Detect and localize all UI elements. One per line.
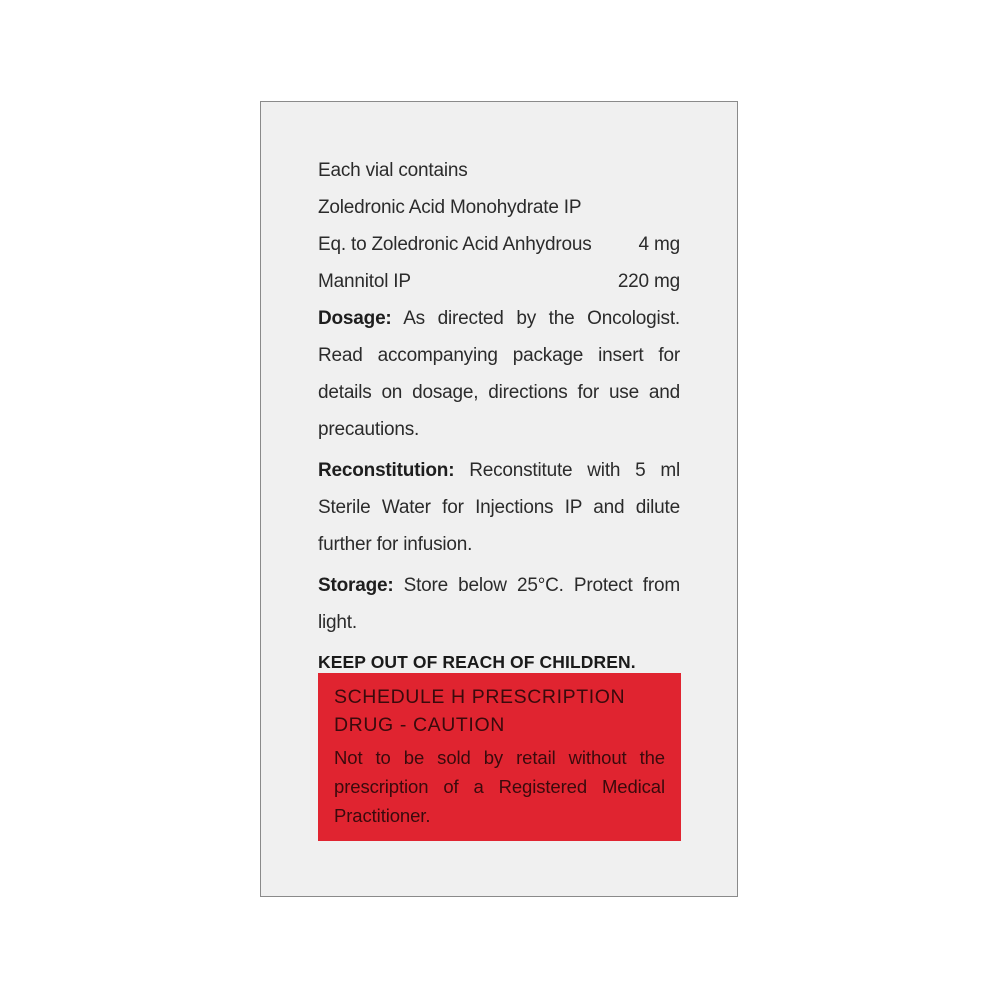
children-warning: KEEP OUT OF REACH OF CHILDREN.: [318, 652, 636, 672]
ingredient-zoledronic-monohydrate: Zoledronic Acid Monohydrate IP: [318, 197, 582, 218]
composition-heading: Each vial contains: [318, 160, 468, 181]
dosage-text: As directed by the Oncologist. Read accompanying package insert for details on dosage, directions for use and precautions.: [318, 308, 680, 440]
storage-label: Storage:: [318, 575, 394, 596]
ingredient-amount: 220 mg: [617, 271, 680, 292]
label-content: [318, 152, 680, 679]
ingredient-name: Mannitol IP: [318, 271, 411, 292]
caution-title-line-1: SCHEDULE H PRESCRIPTION: [334, 686, 626, 708]
reconstitution-section: [318, 452, 680, 563]
schedule-h-caution-box: [318, 673, 681, 841]
storage-text: Store below 25°C. Protect from light.: [318, 575, 680, 633]
ingredient-mannitol-row: [318, 263, 680, 300]
caution-body: Not to be sold by retail without the prescription of a Registered Medical Practitioner.: [334, 747, 665, 826]
ingredient-name: Eq. to Zoledronic Acid Anhydrous: [318, 234, 592, 255]
caution-title-line-2: DRUG - CAUTION: [334, 714, 505, 736]
dosage-section: [318, 300, 680, 448]
ingredient-amount: 4 mg: [638, 234, 680, 255]
dosage-label: Dosage:: [318, 308, 392, 329]
storage-section: [318, 567, 680, 641]
reconstitution-text: Reconstitute with 5 ml Sterile Water for Injections IP and dilute further for infusion.: [318, 460, 680, 555]
ingredient-zoledronic-anhydrous-row: [318, 226, 680, 263]
reconstitution-label: Reconstitution:: [318, 460, 455, 481]
drug-label-card: [260, 101, 738, 897]
